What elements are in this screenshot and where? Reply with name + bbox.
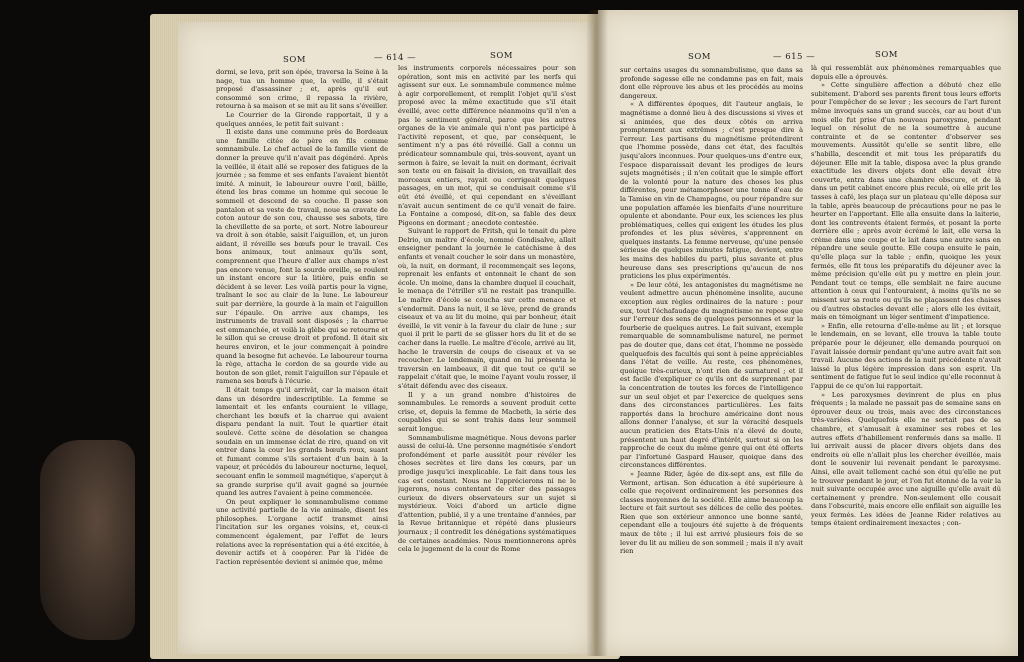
paragraph: » Jeanne Rider, âgée de dix-sept ans, est fille de Vermont, artisan. Son éducation a été supérieure à celle que reçoivent ordinairement les personnes des classes moyennes de la société. Elle aime beaucoup la lecture et fait surtout ses délices de celle des poètes. Rien que son extérieur annonce une bonne santé, cependant elle a toujours été sujette à de fréquents maux de tête ; il lui est arrivé plusieurs fois de se lever du lit au milieu de son sommeil ; mais il n'y avait rien — [620, 469, 803, 556]
paragraph: Il existe dans une commune près de Bordeaux une famille citée de père en fils comme somnambule. Le chef actuel de la famille vient de donner la preuve qu'il n'avait pas dégénéré. Après la veillée, il était allé se reposer des fatigues de la journée ; sa femme et ses enfants l'avaient bientôt imité. A minuit, le laboureur ouvre l'œil, bâille, étend les bras comme un homme qui secoue le sommeil et descend de sa couche. Il passe son pantalon et sa veste de travail, noue sa cravate de coton autour de son cou, chausse ses sabots, tire la chevillette de sa porte, et sort. Notre laboureur va droit à son étable, saisit l'aiguillon, et, un juron aidant, il réveille ses bœufs pour le travail. Ces bons animaux, tout animaux qu'ils sont, comprennent que l'heure d'aller aux champs n'est pas encore venue, font la sourde oreille, se roulent un instant encore sur la litière, puis enfin se décident à se lever. Les voilà partis pour la vigne, traînant le soc au clair de la lune. Le laboureur suit par derrière, la gourde à la main et l'aiguillon sur l'épaule. On arrive aux champs, les instruments de travail sont disposés ; la charrue est emmanchée, et voilà la glèbe qui se retourne et le sillon qui se creuse droit et profond. Il était six heures environ, et le jour commençait à poindre quand la besogne fut achevée. Le laboureur tourna la rège, attacha le cordon de sa gourde vide au bouton de son gilet, remit l'aiguillon sur l'épaule et ramena ses bœufs à l'écurie. — [216, 128, 388, 386]
paragraph: » Cette singulière affection a débuté chez elle subitement. D'abord ses parents firent tous leurs efforts pour l'empêcher de se lever ; les secours de l'art furent même invoqués sans un grand succès, car au bout d'un mois elle fut prise d'un nouveau paroxysme, pendant lequel on résolut de ne la soumettre à aucune contrainte et de se contenter d'observer ses mouvements. Aussitôt qu'elle se sentit libre, elle s'habilla, descendit et mit tous les préparatifs du déjeuner. Elle mit la table, disposa avec la plus grande exactitude les divers objets dont elle devait être couverte, entra dans une chambre obscure, et de là dans un petit cabinet encore plus reculé, où elle prit les tasses à café, les plaça sur un plateau qu'elle déposa sur la table, après beaucoup de précautions pour ne pas le heurter en l'apportant. Elle alla ensuite dans la laiterie, dont les contrevents étaient fermés, et posant la porte derrière elle ; après avoir écrémé le lait, elle versa la crème dans une coupe et le lait dans une autre sans en répandre une seule goutte. Elle coupa ensuite le pain, qu'elle plaça sur la table ; enfin, quoique les yeux fermés, elle fit tous les préparatifs du déjeuner avec la même précision qu'elle eût pu y mettre en plein jour. Pendant tout ce temps, elle semblait ne faire aucune attention à ceux qui l'entouraient, à moins qu'ils ne se missent sur sa route ou qu'ils ne plaçassent des chaises ou d'autres obstacles devant elle ; alors elle les évitait, mais en témoignant un léger sentiment d'impatience. — [811, 81, 1001, 322]
running-head-left: SOM — [688, 52, 711, 62]
right-page — [598, 10, 1018, 656]
paragraph: « A différentes époques, dit l'auteur anglais, le magnétisme a donné lieu à des discussions si vives et si animées, que des deux côtés on arriva promptement aux extrêmes ; c'est presque dire à l'erreur. Les partisans du magnétisme prétendirent que l'homme possède, dans cet état, des facultés jusqu'alors inconnues. Pour quelques-uns d'entre eux, l'espace disparaissait devant les prodiges de leurs sujets magnétisés ; il n'en coûtait que le simple effort de la volonté pour la nature des choses les plus différentes, pour métamorphoser une tonne d'eau de la Tamise en vin de Champagne, ou pour répandre sur une population affamée les bienfaits d'une nourriture opulente et abondante. Pour eux, les sciences les plus problématiques, celles qui exigent les études les plus profondes et les plus sévères, s'apprennent en quelques instants. La femme nerveuse, qu'une pensée sérieuse de quelques minutes fatigue, devient, entre les mains des habiles du parti, plus savante et plus heureuse dans ses prescriptions qu'aucun de nos praticiens les plus expérimentés. — [620, 100, 803, 281]
paragraph: sur certains usages du somnambulisme, que dans sa profonde sagesse elle ne condamne pas en fait, mais dont elle réprouve les abus et les procédés au moins dangereux. — [620, 66, 803, 100]
left-page — [178, 22, 593, 654]
paragraph: » Enfin, elle retourna d'elle-même au lit ; et lorsque le lendemain, en se levant, elle trouva la table toute préparée pour le déjeuner, elle demanda pourquoi on l'avait laissée dormir pendant qu'une autre avait fait son travail. Aucune des actions de la nuit précédente n'avait laissé la plus légère impression dans son esprit. Un sentiment de fatigue fut le seul indice qu'elle reconnut à l'appui de ce qu'on lui rapportait. — [811, 321, 1001, 390]
paragraph: Il était temps qu'il arrivât, car la maison était dans un désordre indescriptible. La femme se lamentait et les enfants couraient le village, cherchant les bœufs et la charrue qui avaient disparu pendant la nuit. Tout le quartier était soulevé. Cette scène de désolation se changea soudain en un immense éclat de rire, quand on vit entrer dans la cour les grands bœufs roux, suant et fumant comme s'ils sortaient d'un bain à la vapeur, et précédés du laboureur nocturne, lequel, secouant enfin le sommeil magnétique, s'aperçut à sa grande surprise qu'il avait gagné sa journée quand les autres l'avaient à peine commencée. — [216, 385, 388, 498]
right-page-column-1 — [620, 66, 803, 646]
paragraph: Il y a un grand nombre d'histoires de somnambules. Le remords a souvent produit cette crise, et, depuis la femme de Macbeth, la série des coupables qui se sont trahis dans leur sommeil serait longue. — [398, 390, 576, 433]
paragraph: » De leur côté, les antagonistes du magnétisme ne veulent admettre aucun phénomène insolite, aucune exception aux règles ordinaires de la nature : pour eux, tout l'échafaudage du magnétisme ne repose que sur l'erreur des sens de quelques personnes et sur la fourberie de quelques autres. Le fait suivant, exemple remarquable de somnambulisme naturel, ne permet pas de douter que, dans cet état, l'homme ne possède quelquefois des facultés qui sont à peine appréciables dans l'état de veille. Au reste, ces phénomènes, quoique très-curieux, n'ont rien de surnaturel ; et il est facile d'expliquer ce qu'ils ont de surprenant par la concentration de toutes les forces de l'intelligence sur un seul objet et par l'exercice de quelques sens dans des circonstances particulières. Les faits rapportés dans la brochure américaine dont nous allons donner l'analyse, et sur la véracité desquels aucun praticien des États-Unis n'a élevé de doute, présentent un haut degré d'intérêt, surtout si on les rapproche de ceux du même genre qui ont été offerts par l'infortuné Gaspard Hauser, quoique dans des circonstances différentes. — [620, 280, 803, 470]
book-gutter-shadow — [586, 10, 608, 656]
paragraph: Le Courrier de la Gironde rapportait, il y a quelques années, le petit fait suivant : — [216, 110, 388, 128]
paragraph: On peut expliquer le somnambulisme comme une activité partielle de la vie animale, disent les philosophes. L'organe actif transmet ainsi l'incitation sur les organes voisins, et, ceux-ci commencent également, par l'effet de leurs relations avec la représentation qui a été excitée, à devenir actifs et à coopérer. Par là l'idée de l'action représentée devient si animée que, même — [216, 497, 388, 566]
paragraph: les instruments corporels nécessaires pour son opération, sont mis en activité par les nerfs qui agissent sur eux. Le somnambule commence même à agir corporellement, et remplit l'objet qu'il s'est proposé avec la même exactitude que s'il était éveillé, avec cette différence néanmoins qu'il n'en a pas le sentiment général, parce que les autres organes de la vie animale qui n'ont pas participé à l'activité reposent, et que, par conséquent, le sentiment n'y a pas été réveillé. Gall a connu un prédicateur somnambule qui, très-souvent, ayant un sermon à faire, se levait la nuit en dormant, écrivait son texte ou en faisait la division, en travaillait des morceaux entiers, rayait ou corrigeait quelques passages, en un mot, qui se conduisait comme s'il eût été éveillé, et qui cependant en s'éveillant n'avait aucun sentiment de ce qu'il venait de faire. La Fontaine a composé, dit-on, sa fable des deux Pigeons en dormant ; anecdote contestée. — [398, 64, 576, 227]
left-page-column-2 — [398, 64, 576, 638]
page-number-614: — 614 — — [374, 53, 417, 63]
paragraph: » Les paroxysmes devinrent de plus en plus fréquents ; la malade ne passait pas de semaine sans en éprouver deux ou trois, mais avec des circonstances très-variées. Quelquefois elle ne sortait pas de sa chambre, et s'amusait à examiner ses robes et les autres effets d'habillement renfermés dans sa malle. Il lui arrivait aussi de placer divers objets dans des endroits où elle n'allait plus les chercher éveillée, mais dont le souvenir lui revenait pendant le paroxysme. Ainsi, elle avait tellement caché son étui qu'elle ne put le trouver pendant le jour, et l'on fut étonné de la voir la nuit suivante occupée avec une aiguille qu'elle avait dû certainement y prendre. Non-seulement elle cousait dans l'obscurité, mais encore elle enfilait son aiguille les yeux fermés. Les idées de Jeanne Rider relatives au temps étaient ordinairement inexactes ; con- — [811, 390, 1001, 528]
thumb-holding-book — [40, 440, 135, 640]
running-head-right: SOM — [490, 51, 513, 61]
page-number-615: — 615 — — [773, 52, 816, 62]
paragraph: là qui ressemblât aux phénomènes remarquables que depuis elle a éprouvés. — [811, 64, 1001, 81]
running-head-left: SOM — [283, 55, 306, 65]
right-page-column-2 — [811, 64, 1001, 646]
paragraph: dormi, se leva, prit son épée, traversa la Seine à la nage, tua un homme que, la veille, il s'était proposé d'assassiner ; et, après qu'il eut consommé son crime, il repassa la rivière, retourna à sa maison et se mit au lit sans s'éveiller. — [216, 68, 388, 111]
paragraph: Suivant le rapport de Fritsh, qui le tenait du père Delrio, un maître d'école, nommé Gondisalve, allait enseigner pendant la journée le catéchisme à des enfants et venait coucher le soir dans un monastère, où, la nuit, en dormant, il recommençait ses leçons, reprenait les enfants et entonnait le chant de son école. Un moine, dans la chambre duquel il couchait, le menaça de l'étriller s'il ne restait pas tranquille. Le maître d'école se coucha sur cette menace et s'endormit. Dans la nuit, il se lève, prend de grands ciseaux et va au lit du moine, qui par bonheur, était éveillé, le vit venir à la faveur du clair de lune ; sur quoi il prit le parti de se glisser hors du lit et de se cacher dans la ruelle. Le maître d'école, arrivé au lit, hache le traversin de coups de ciseaux et va se recoucher. Le lendemain, quand on lui présenta le traversin en lambeaux, il dit que tout ce qu'il se rappelait c'était que, le moine l'ayant voulu rosser, il s'était défendu avec des ciseaux. — [398, 227, 576, 390]
running-head-right: SOM — [875, 50, 898, 60]
left-page-column-1 — [216, 68, 388, 640]
paragraph: Somnambulisme magnétique. Nous devons parler aussi de celui-là. Une personne magnétisée s'endort profondément et parle aussitôt pour révéler les choses secrètes et lire dans les cœurs, par un prodige jusqu'ici inexplicable. Le fait dans tous les cas est constant. Nous ne l'apprécierons ni ne le jugerons, nous contentant de citer des passages curieux de divers observateurs sur un sujet si mystérieux. Voici d'abord un article digne d'attention, publié, il y a une trentaine d'années, par la Revue britannique et répété dans plusieurs journaux ; il contredit les dénégations systématiques de certaines académies. Nous mentionnerons après cela le jugement de la cour de Rome — [398, 433, 576, 554]
